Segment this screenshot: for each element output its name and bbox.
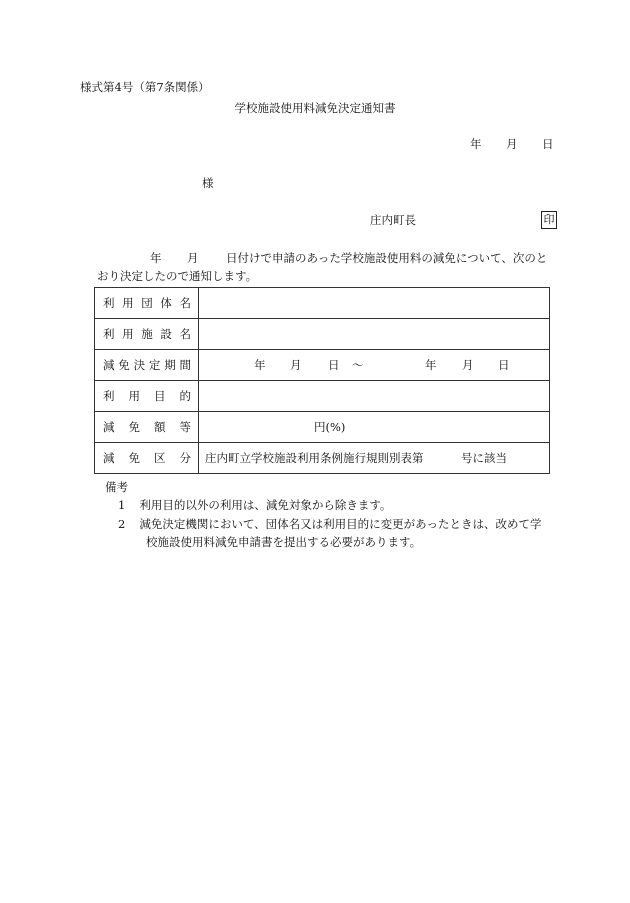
document-title: 学校施設使用料減免決定通知書	[234, 101, 396, 115]
table-row	[95, 350, 550, 381]
issuer-name: 庄内町長	[370, 213, 416, 227]
period-start-month: 月	[290, 358, 302, 372]
addressee-suffix: 様	[202, 176, 214, 190]
notes-heading: 備考	[105, 480, 128, 494]
label-chars: 利 用 団 体 名	[103, 296, 191, 310]
seal-stamp: 印	[541, 211, 557, 229]
body-month-label: 月	[187, 251, 199, 265]
period-end-day: 日	[498, 358, 510, 372]
table-row	[95, 443, 550, 474]
period-start-day: 日	[328, 358, 340, 372]
note-text: 減免決定機関において、団体名又は利用目的に変更があったときは、改めて学	[139, 517, 542, 531]
body-year-label: 年	[150, 251, 162, 265]
note-number: 2	[118, 517, 126, 531]
label-chars: 減 免 区 分	[103, 451, 191, 465]
table-row	[95, 412, 550, 443]
period-end-year: 年	[425, 358, 437, 372]
note-text: 利用目的以外の利用は、減免対象から除きます。	[139, 498, 392, 512]
table-row	[95, 319, 550, 350]
label-chars: 利 用 目 的	[103, 389, 191, 403]
label-group-name	[95, 288, 199, 319]
label-exemption-amount	[95, 412, 199, 443]
label-facility-name	[95, 319, 199, 350]
label-chars: 減 免 額 等	[103, 420, 191, 434]
exemption-category-field[interactable]	[199, 443, 550, 474]
table-row	[95, 288, 550, 319]
facility-name-field[interactable]	[199, 319, 550, 350]
note-item	[118, 519, 541, 531]
table-row	[95, 381, 550, 412]
label-decision-period	[95, 350, 199, 381]
body-text-line2: おり決定したので通知します。	[97, 269, 258, 283]
label-chars: 減 免 決 定 期 間	[103, 358, 191, 372]
date-day-label: 日	[542, 137, 554, 151]
note-item	[118, 500, 391, 512]
label-exemption-category	[95, 443, 199, 474]
label-purpose	[95, 381, 199, 412]
date-month-label: 月	[506, 137, 518, 151]
form-number: 様式第4号（第7条関係）	[80, 80, 210, 94]
group-name-field[interactable]	[199, 288, 550, 319]
note-number: 1	[118, 498, 126, 512]
date-year-label: 年	[470, 137, 482, 151]
decision-period-field[interactable]	[199, 350, 550, 381]
amount-unit: 円(%)	[314, 420, 346, 434]
body-text-line1: 日付けで申請のあった学校施設使用料の減免について、次のと	[226, 251, 548, 265]
purpose-field[interactable]	[199, 381, 550, 412]
category-text-post: 号に該当	[461, 451, 507, 465]
exemption-amount-field[interactable]	[199, 412, 550, 443]
details-table	[94, 287, 550, 474]
label-chars: 利 用 施 設 名	[103, 327, 191, 341]
period-tilde: ～	[352, 358, 364, 372]
period-start-year: 年	[254, 358, 266, 372]
note-text-continued: 校施設使用料減免申請書を提出する必要があります。	[146, 535, 422, 549]
period-end-month: 月	[462, 358, 474, 372]
category-text-pre: 庄内町立学校施設利用条例施行規則別表第	[205, 451, 424, 465]
